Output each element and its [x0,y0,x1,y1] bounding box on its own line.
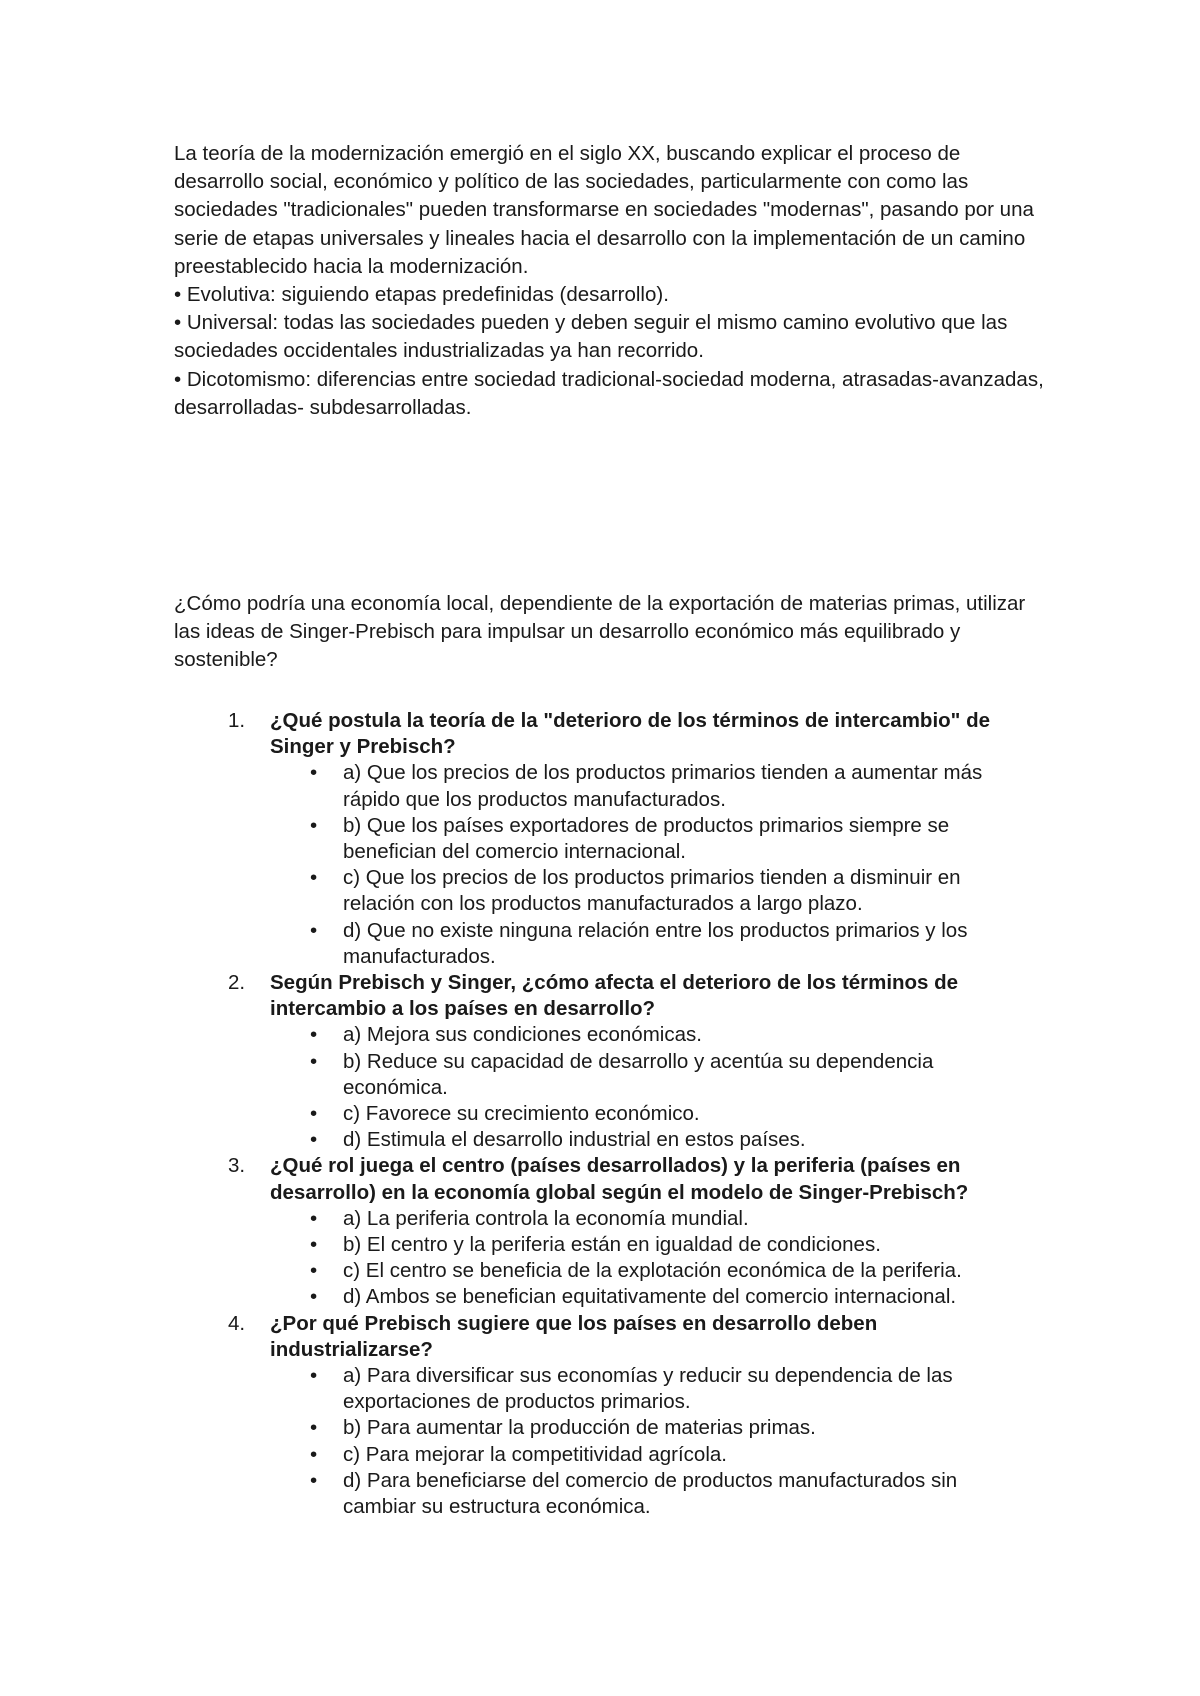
answer-options [270,1022,1008,1153]
bullet-icon: • [310,1128,318,1152]
answer-options [270,1206,1008,1311]
bullet-icon: • [310,1468,318,1492]
answer-options [270,760,1008,970]
answer-option-text: a) Para diversificar sus economías y reducir su dependencia de las exportaciones de productos primarios. [343,1364,953,1414]
intro-bullet-evolutiva: • Evolutiva: siguiendo etapas predefinidas (desarrollo). [174,283,669,307]
question-number: 2. [228,971,246,995]
bullet-icon: • [310,1206,318,1230]
answer-option-a [310,1363,1008,1415]
bullet-icon: • [310,1023,318,1047]
bullet-icon: • [310,1049,318,1073]
answer-option-text: b) Reduce su capacidad de desarrollo y acentúa su dependencia económica. [343,1049,934,1099]
answer-option-text: d) Ambos se benefician equitativamente del comercio internacional. [343,1285,957,1309]
intro-bullet-universal: • Universal: todas las sociedades pueden y deben seguir el mismo camino evolutivo que las sociedades occidentales industrializadas ya han recorrido. [174,311,1008,363]
question-number: 3. [228,1154,246,1178]
answer-option-text: c) Que los precios de los productos primarios tienden a disminuir en relación con los productos manufacturados a largo plazo. [343,866,961,916]
answer-option-c [310,1258,1008,1284]
answer-option-text: b) Que los países exportadores de productos primarios siempre se benefician del comercio internacional. [343,813,950,864]
intro-section [174,140,1054,422]
answer-options [270,1363,1008,1520]
answer-option-text: b) Para aumentar la producción de materias primas. [343,1416,816,1440]
bullet-icon: • [310,1442,318,1466]
answer-option-a [310,1022,1008,1048]
answer-option-text: c) El centro se beneficia de la explotación económica de la periferia. [343,1259,962,1283]
intro-paragraph: La teoría de la modernización emergió en el siglo XX, buscando explicar el proceso de desarrollo social, económico y político de las sociedades, particularmente con como las sociedades "tradicionales" pueden transformarse en sociedades "modernas", pasando por una serie de etapas universales y lineales hacia el desarrollo con la implementación de un camino preestablecido hacia la modernización. [174,142,1034,278]
question-text: Según Prebisch y Singer, ¿cómo afecta el deterioro de los términos de intercambio a los países en desarrollo? [270,971,959,1021]
intro-bullet-dicotomismo: • Dicotomismo: diferencias entre sociedad tradicional-sociedad moderna, atrasadas-avanzadas, desarrolladas- subdesarrolladas. [174,367,1044,419]
answer-option-c [310,865,1008,917]
answer-option-text: c) Favorece su crecimiento económico. [343,1102,700,1126]
answer-option-d [310,1127,1008,1153]
answer-option-c [310,1101,1008,1127]
answer-option-text: a) Que los precios de los productos primarios tienden a aumentar más rápido que los productos manufacturados. [343,761,983,811]
question-text: ¿Qué postula la teoría de la "deterioro de los términos de intercambio" de Singer y Prebisch? [270,709,991,759]
answer-option-d [310,918,1008,970]
answer-option-a [310,1206,1008,1232]
answer-option-text: b) El centro y la periferia están en igualdad de condiciones. [343,1233,881,1257]
answer-option-text: c) Para mejorar la competitividad agrícola. [343,1442,727,1466]
bullet-icon: • [310,813,318,837]
quiz-question-2 [228,970,1008,1153]
answer-option-b [310,1232,1008,1258]
bullet-icon: • [310,866,318,890]
answer-option-d [310,1468,1008,1520]
question-text: ¿Qué rol juega el centro (países desarrollados) y la periferia (países en desarrollo) en la economía global según el modelo de Singer-Prebisch? [270,1154,969,1204]
answer-option-text: d) Para beneficiarse del comercio de productos manufacturados sin cambiar su estructura económica. [343,1468,958,1519]
question-number: 1. [228,709,246,732]
quiz-question-1 [228,708,1008,970]
bullet-icon: • [310,1364,318,1388]
question-number: 4. [228,1311,246,1335]
answer-option-b [310,1415,1008,1441]
discussion-prompt: ¿Cómo podría una economía local, dependiente de la exportación de materias primas, utilizar las ideas de Singer-Prebisch para impulsar un desarrollo económico más equilibrado y sostenible? [174,592,1026,672]
quiz-question-list [228,708,1008,1520]
bullet-icon: • [310,918,318,942]
quiz-question-3 [228,1153,1008,1310]
bullet-icon: • [310,1233,318,1257]
answer-option-b [310,813,1008,865]
answer-option-a [310,760,1008,812]
answer-option-b [310,1049,1008,1101]
answer-option-c [310,1442,1008,1468]
bullet-icon: • [310,761,318,785]
answer-option-text: a) La periferia controla la economía mundial. [343,1206,749,1230]
answer-option-d [310,1284,1008,1310]
question-text: ¿Por qué Prebisch sugiere que los países en desarrollo deben industrializarse? [270,1311,878,1361]
quiz-question-4 [228,1311,1008,1521]
answer-option-text: d) Que no existe ninguna relación entre los productos primarios y los manufacturados. [343,918,968,968]
bullet-icon: • [310,1285,318,1309]
bullet-icon: • [310,1416,318,1440]
bullet-icon: • [310,1259,318,1283]
bullet-icon: • [310,1102,318,1126]
answer-option-text: d) Estimula el desarrollo industrial en estos países. [343,1128,806,1152]
answer-option-text: a) Mejora sus condiciones económicas. [343,1023,702,1047]
